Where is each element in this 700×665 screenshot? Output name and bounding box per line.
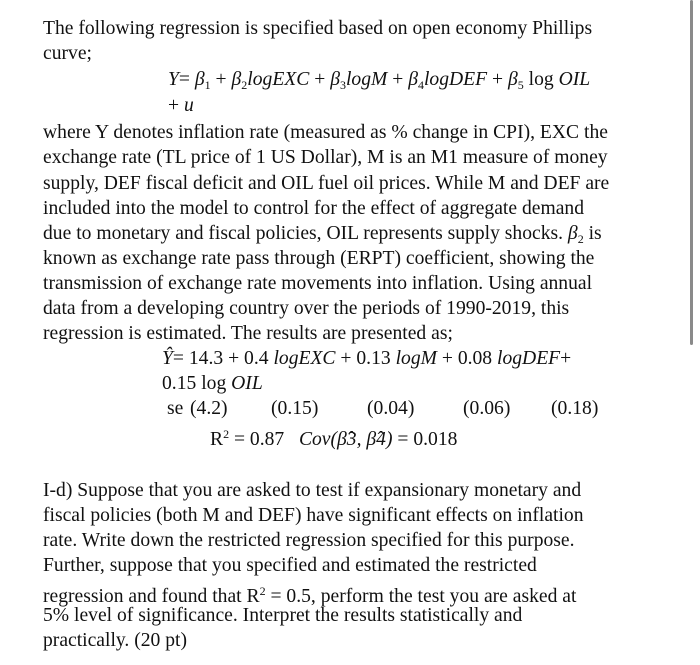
estimated-equation: Ŷ= 14.3 + 0.4 logEXC + 0.13 logM + 0.08 logDEF+ — [162, 348, 572, 369]
description-line-3: supply, DEF fiscal deficit and OIL fuel oil prices. While M and DEF are — [43, 173, 610, 194]
description-line-6: known as exchange rate pass through (ERPT) coefficient, showing the — [43, 248, 595, 269]
se-oil: (0.18) — [551, 398, 599, 419]
part-d-line-6: 5% level of significance. Interpret the results statistically and — [43, 605, 523, 626]
estimated-equation-cont: 0.15 log OIL — [162, 373, 263, 394]
description-line-8: data from a developing country over the periods of 1990-2019, this — [43, 298, 570, 319]
description-line-7: transmission of exchange rate movements into inflation. Using annual — [43, 273, 593, 294]
r2-label: $R^2$ — [210, 427, 230, 450]
se-label: se — [167, 398, 184, 419]
intro-line-2: curve; — [43, 43, 92, 64]
se-def: (0.06) — [463, 398, 511, 419]
intro-line-1: The following regression is specified based on open economy Phillips — [43, 18, 593, 39]
description-line-9: regression is estimated. The results are presented as; — [43, 323, 453, 344]
description-line-1: where Y denotes inflation rate (measured as % change in CPI), EXC the — [43, 122, 608, 143]
description-line-4: included into the model to control for the effect of aggregate demand — [43, 198, 584, 219]
part-d-line-2: fiscal policies (both M and DEF) have significant effects on inflation — [43, 505, 584, 526]
description-line-2: exchange rate (TL price of 1 US Dollar), M is an M1 measure of money — [43, 147, 608, 168]
standard-errors-row — [0, 397, 700, 421]
model-error-term: + u — [168, 95, 194, 116]
model-equation: $Y= \beta_1$ + $\beta_2logEXC + \beta_3\log M$ + $\beta_4logDEF + \beta_5$ log OIL — [168, 69, 591, 92]
se-exc: (0.15) — [271, 398, 319, 419]
cov-label: Cov( — [298, 429, 338, 450]
description-line-5: due to monetary and fiscal policies, OIL represents supply shocks. $\beta_2$ is — [43, 223, 602, 246]
beta2-symbol: $\beta_2$ — [567, 223, 584, 246]
cov-value: = 0.018 — [397, 429, 458, 450]
part-d-line-4: Further, suppose that you specified and estimated the restricted — [43, 555, 537, 576]
part-d-line-1: I-d) Suppose that you are asked to test if expansionary monetary and — [43, 480, 582, 501]
part-d-line-5: regression and found that $R^2 = 0.5$, perform the test you are asked at — [43, 584, 577, 607]
r2-value: = 0.87 — [233, 429, 285, 450]
model-lhs: Y — [168, 69, 179, 90]
part-d-line-3: rate. Write down the restricted regression specified for this purpose. — [43, 530, 575, 551]
vertical-scrollbar[interactable] — [690, 0, 693, 345]
part-d-line-7: practically. (20 pt) — [43, 630, 187, 651]
se-const: (4.2) — [190, 398, 228, 419]
fit-statistics: $R^2 = 0.87$ Cov(β̂3, β̂4) = 0.018 — [210, 427, 458, 450]
se-m: (0.04) — [367, 398, 415, 419]
